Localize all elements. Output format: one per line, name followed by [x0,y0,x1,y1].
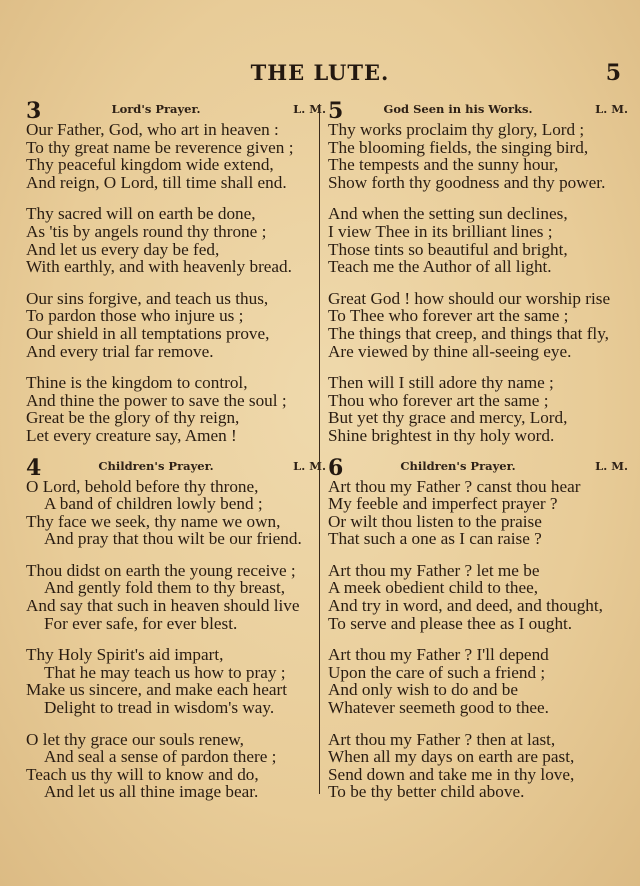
verse-line: Delight to tread in wisdom's way. [44,698,275,718]
stanza [328,646,628,716]
verse-line: And seal a sense of pardon there ; [44,747,277,767]
stanza [26,562,326,632]
verse-line: Those tints so beautiful and bright, [328,239,568,259]
stanza [328,478,628,548]
verse-line: Show forth thy goodness and thy power. [328,172,606,192]
verse-line: Upon the care of such a friend ; [328,662,546,682]
verse-line: To pardon those who injure us ; [26,306,244,326]
hymn-5 [328,100,628,445]
verse-line: And gently fold them to thy breast, [44,578,286,598]
verse-line: And reign, O Lord, till time shall end. [26,172,287,192]
verse-line: And say that such in heaven should live [26,596,300,616]
verse-line: Great be the glory of thy reign, [26,408,240,428]
verse-line: The things that creep, and things that fly, [328,323,609,343]
verse-line: With earthly, and with heavenly bread. [26,257,292,277]
hymn-number: 3 [26,98,42,124]
hymn-title: Children's Prayer. [400,458,516,473]
hymn-heading [328,98,628,124]
left-column [26,100,326,815]
verse-line: And let us every day be fed, [26,239,220,259]
verse-line: Our shield in all temptations prove, [26,323,270,343]
verse-line: Thy peaceful kingdom wide extend, [26,155,274,175]
hymn-meter: L. M. [595,102,628,116]
page-number: 5 [605,60,621,86]
verse-line: Art thou my Father ? canst thou hear [328,476,581,496]
hymn-4 [26,454,326,802]
verse-line: And thine the power to save the soul ; [26,390,287,410]
verse-line: But yet thy grace and mercy, Lord, [328,408,568,428]
hymn-heading [26,98,326,124]
verse-line: For ever safe, for ever blest. [44,613,238,633]
verse-line: Art thou my Father ? then at last, [328,729,556,749]
verse-line: Thou who forever art the same ; [328,390,549,410]
verse-line: Teach me the Author of all light. [328,257,552,277]
verse-line: Thine is the kingdom to control, [26,373,248,393]
verse-line: Art thou my Father ? I'll depend [328,645,549,665]
hymn-number: 4 [26,454,42,481]
verse-line: Let every creature say, Amen ! [26,425,237,445]
stanza [26,646,326,716]
stanza [328,290,628,360]
verse-line: Art thou my Father ? let me be [328,560,540,580]
verse-line: My feeble and imperfect prayer ? [328,494,558,514]
hymn-meter: L. M. [293,458,326,473]
verse-line: Make us sincere, and make each heart [26,680,288,700]
verse-line: Our Father, God, who art in heaven : [26,120,279,139]
hymn-title: Children's Prayer. [98,458,214,473]
verse-line: A band of children lowly bend ; [44,494,263,514]
stanza [328,374,628,444]
verse-line: The tempests and the sunny hour, [328,155,559,175]
hymn-heading [26,454,326,481]
verse-line: Then will I still adore thy name ; [328,373,554,393]
stanza [26,374,326,444]
verse-line: Teach us thy will to know and do, [26,764,259,784]
verse-line: Whatever seemeth good to thee. [328,698,549,718]
hymn-heading [328,454,628,481]
verse-line: Send down and take me in thy love, [328,764,575,784]
verse-line: Thy sacred will on earth be done, [26,204,256,224]
verse-line: And when the setting sun declines, [328,204,568,224]
stanza [328,205,628,275]
verse-line: That such a one as I can raise ? [328,529,542,549]
verse-line: The blooming fields, the singing bird, [328,137,589,157]
right-column [328,100,628,815]
verse-line: Shine brightest in thy holy word. [328,425,555,445]
stanza [328,731,628,801]
verse-line: And only wish to do and be [328,680,519,700]
verse-line: I view Thee in its brilliant lines ; [328,221,553,241]
hymn-3 [26,100,326,445]
stanza [328,121,628,191]
verse-line: Thy face we seek, thy name we own, [26,511,281,531]
verse-line: And every trial far remove. [26,341,214,361]
verse-line: Are viewed by thine all-seeing eye. [328,341,572,361]
verse-line: To thy great name be reverence given ; [26,137,294,157]
hymn-number: 6 [328,454,344,481]
verse-line: To serve and please thee as I ought. [328,613,573,633]
verse-line: When all my days on earth are past, [328,747,575,767]
verse-line: As 'tis by angels round thy throne ; [26,221,267,241]
stanza [26,731,326,801]
stanza [328,562,628,632]
stanza [26,290,326,360]
running-title: THE LUTE. [250,60,390,85]
stanza [26,478,326,548]
page-header [0,60,640,92]
verse-line: To be thy better child above. [328,782,525,802]
verse-line: A meek obedient child to thee, [328,578,539,598]
verse-line: Our sins forgive, and teach us thus, [26,288,269,308]
verse-line: Great God ! how should our worship rise [328,288,611,308]
hymn-6 [328,454,628,802]
verse-line: Thy Holy Spirit's aid impart, [26,645,224,665]
verse-line: And try in word, and deed, and thought, [328,596,603,616]
hymn-title: God Seen in his Works. [383,102,533,116]
hymn-title: Lord's Prayer. [111,102,201,116]
verse-line: And let us all thine image bear. [44,782,259,802]
verse-line: And pray that thou wilt be our friend. [44,529,302,549]
verse-line: That he may teach us how to pray ; [44,662,286,682]
stanza [26,205,326,275]
verse-line: Thou didst on earth the young receive ; [26,560,296,580]
verse-line: O let thy grace our souls renew, [26,729,244,749]
hymn-meter: L. M. [595,458,628,473]
verse-line: Or wilt thou listen to the praise [328,511,542,531]
stanza [26,121,326,191]
verse-line: To Thee who forever art the same ; [328,306,569,326]
verse-line: Thy works proclaim thy glory, Lord ; [328,120,585,139]
verse-line: O Lord, behold before thy throne, [26,476,259,496]
hymn-meter: L. M. [293,102,326,116]
hymn-number: 5 [328,98,344,124]
